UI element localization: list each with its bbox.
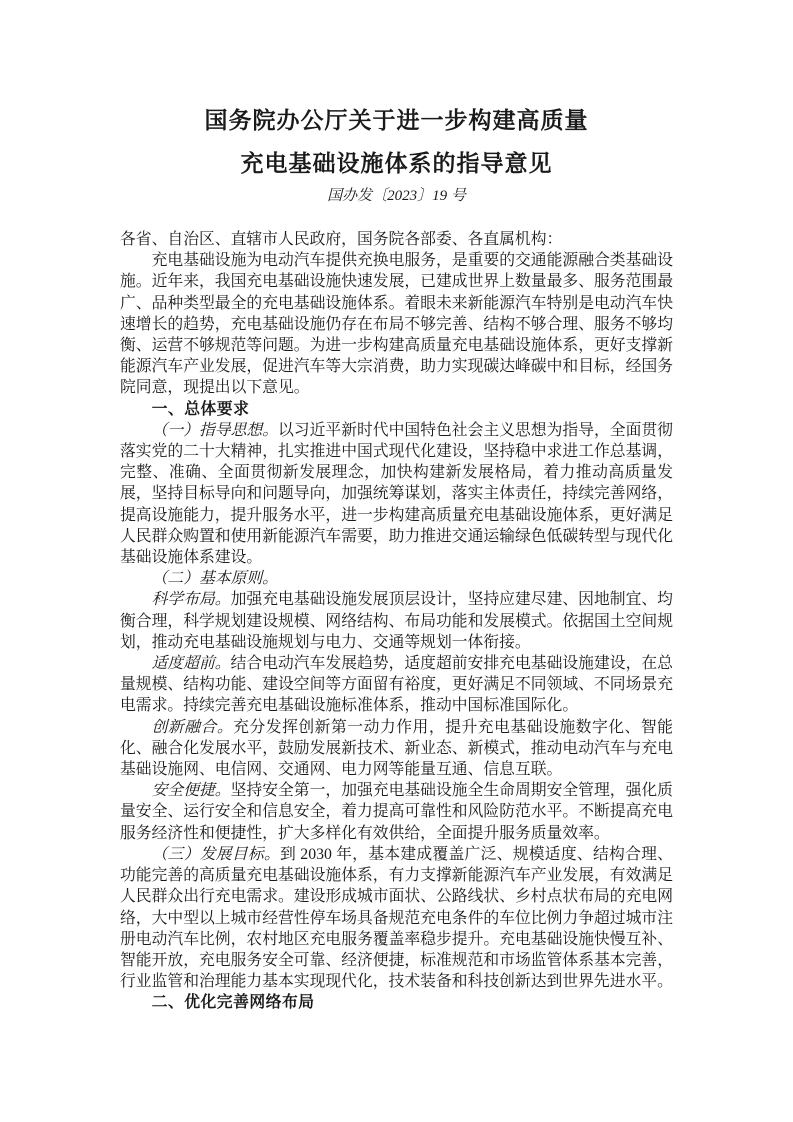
paragraph-principle-innovation-integration [120, 717, 673, 781]
document-title-line1: 国务院办公厅关于进一步构建高质量 [204, 108, 589, 133]
paragraph-leader: 适度超前。 [151, 655, 231, 673]
paragraph-leader: （一）指导思想。 [151, 421, 278, 439]
paragraph-text: 结合电动汽车发展趋势，适度超前安排充电基础设施建设，在总量规模、结构功能、建设空间等方面留有裕度，更好满足不同领域、不同场景充电需求。持续完善充电基础设施标准体系，推动中国标准国际化。 [120, 655, 673, 715]
paragraph-leader: 安全便捷。 [151, 782, 231, 800]
document-body [120, 229, 673, 1014]
paragraph-text: 以习近平新时代中国特色社会主义思想为指导，全面贯彻落实党的二十大精神，扎实推进中国式现代化建设，坚持稳中求进工作总基调，完整、准确、全面贯彻新发展理念，加快构建新发展格局，着力推动高质量发展，坚持目标导向和问题导向，加强统筹谋划，落实主体责任，持续完善网络，提高设施能力，提升服务水平，进一步构建高质量充电基础设施体系，更好满足人民群众购置和使用新能源汽车需要，助力推进交通运输绿色低碳转型与现代化基础设施体系建设。 [120, 421, 673, 567]
paragraph-leader: 科学布局。 [151, 591, 231, 609]
paragraph-text: 到 2030 年，基本建成覆盖广泛、规模适度、结构合理、功能完善的高质量充电基础设施体系，有力支撑新能源汽车产业发展，有效满足人民群众出行充电需求。建设形成城市面状、公路线状、乡村点状布局的充电网络，大中型以上城市经营性停车场具备规范充电条件的车位比例力争超过城市注册电动汽车比例，农村地区充电服务覆盖率稳步提升。充电基础设施快慢互补、智能开放，充电服务安全可靠、经济便捷，标准规范和市场监管体系基本完善，行业监管和治理能力基本实现现代化，技术装备和科技创新达到世界先进水平。 [120, 845, 673, 991]
intro-paragraph: 充电基础设施为电动汽车提供充换电服务，是重要的交通能源融合类基础设施。近年来，我国充电基础设施快速发展，已建成世界上数量最多、服务范围最广、品种类型最全的充电基础设施体系。着眼未来新能源汽车特别是电动汽车快速增长的趋势，充电基础设施仍存在布局不够完善、结构不够合理、服务不够均衡、运营不够规范等问题。为进一步构建高质量充电基础设施体系，更好支撑新能源汽车产业发展，促进汽车等大宗消费，助力实现碳达峰碳中和目标，经国务院同意，现提出以下意见。 [120, 252, 673, 397]
section-heading-1: 一、总体要求 [151, 400, 250, 418]
document-number: 国办发〔2023〕19 号 [327, 188, 466, 204]
paragraph-leader: 创新融合。 [151, 718, 234, 736]
paragraph-principle-moderately-ahead [120, 653, 673, 717]
paragraph-principle-scientific-layout [120, 589, 673, 653]
paragraph-text: 坚持安全第一，加强充电基础设施全生命周期安全管理，强化质量安全、运行安全和信息安全，着力提高可靠性和风险防范水平。不断提高充电服务经济性和便捷性，扩大多样化有效供给，全面提升服务质量效率。 [120, 782, 673, 842]
paragraph-guiding-ideology [120, 420, 673, 568]
paragraph-text: 充分发挥创新第一动力作用，提升充电基础设施数字化、智能化、融合化发展水平，鼓励发展新技术、新业态、新模式，推动电动汽车与充电基础设施网、电信网、交通网、电力网等能量互通、信息互联。 [120, 718, 673, 779]
paragraph-development-goals [120, 844, 673, 992]
paragraph-principle-safety-convenience [120, 780, 673, 844]
paragraph-leader: （三）发展目标。 [151, 845, 281, 863]
document-title [0, 0, 793, 185]
paragraph-basic-principles [120, 568, 673, 589]
paragraph-text: 加强充电基础设施发展顶层设计，坚持应建尽建、因地制宜、均衡合理，科学规划建设规模、网络结构、布局功能和发展模式。依据国土空间规划，推动充电基础设施规划与电力、交通等规划一体衔接。 [120, 591, 673, 651]
salutation: 各省、自治区、直辖市人民政府，国务院各部委、各直属机构： [120, 231, 563, 248]
document-title-line2: 充电基础设施体系的指导意见 [240, 151, 553, 176]
paragraph-leader: （二）基本原则。 [151, 570, 278, 588]
section-heading-2: 二、优化完善网络布局 [151, 994, 315, 1012]
